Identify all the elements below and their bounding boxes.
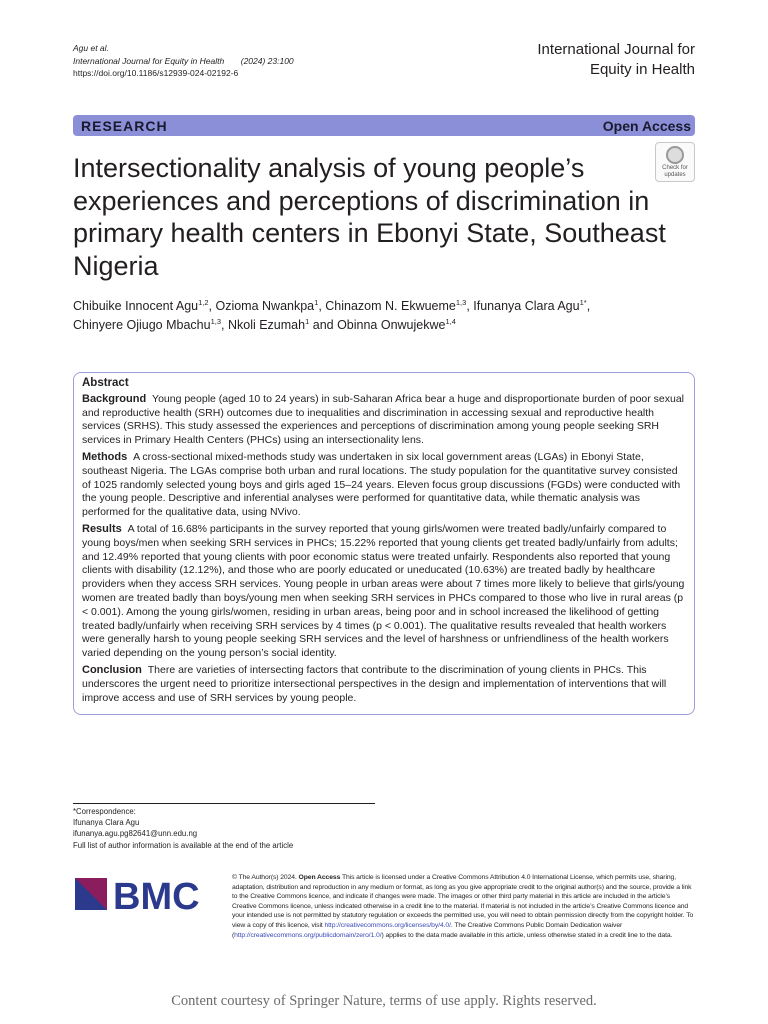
update-icon — [666, 146, 684, 164]
public-domain-link[interactable]: http://creativecommons.org/publicdomain/zero/1.0/ — [234, 931, 382, 939]
abstract-conclusion: Conclusion There are varieties of intersecting factors that contribute to the discrimination of young clients in PHCs. This underscores the urgent need to prioritize intersectional perspectives in the design and implementation of interventions that will improve access and use of SRH services by young people. — [82, 663, 667, 704]
author[interactable]: Ozioma Nwankpa$^1$ — [215, 297, 319, 313]
courtesy-footer: Content courtesy of Springer Nature, terms of use apply. Rights reserved. — [171, 993, 597, 1009]
year-volume: (2024) 23:100 — [240, 55, 294, 66]
journal-name-line2: Equity in Health — [589, 61, 695, 78]
author[interactable]: Ifunanya Clara Agu$^{1*}$ — [473, 297, 587, 313]
correspondence-note: *Correspondence: Ifunanya Clara Agu ifunanya.agu.pg82641@unn.edu.ng Full list of author information is available at the end of the article — [73, 807, 294, 850]
author[interactable]: Obinna Onwujekwe$^{1,4}$ — [337, 316, 456, 332]
check-updates-line2: updates — [664, 172, 686, 178]
author-list: Chibuike Innocent Agu$^{1,2}$, Ozioma Nwankpa$^1$, Chinazom N. Ekwueme$^{1,3}$, Ifunanya Clara Agu$^{1*}$, Chinyere Ojiugo Mbachu$^{1,3}$, Nkoli Ezumah$^1$ and Obinna Onwujekwe$^{1,4}$ — [73, 297, 591, 332]
footnote-divider — [73, 803, 375, 804]
bmc-logo-text: BMC — [113, 876, 200, 913]
author[interactable]: Chinyere Ojiugo Mbachu$^{1,3}$ — [73, 316, 222, 332]
article-meta — [73, 42, 294, 80]
bmc-logo — [75, 875, 215, 913]
journal-name-line1: International Journal for — [537, 41, 695, 58]
journal-name — [537, 40, 695, 80]
author[interactable]: Chinazom N. Ekwueme$^{1,3}$ — [325, 297, 467, 313]
journal-reference: International Journal for Equity in Health — [73, 55, 225, 66]
article-title: Intersectionality analysis of young people’s experiences and perceptions of discrimination in primary health centers in Ebonyi State, Southeast Nigeria — [73, 153, 666, 281]
correspondence-email[interactable]: ifunanya.agu.pg82641@unn.edu.ng — [73, 829, 198, 839]
check-for-updates-badge[interactable] — [655, 142, 695, 182]
author-short: Agu et al. — [73, 43, 109, 53]
abstract-background: Background Young people (aged 10 to 24 years) in sub-Saharan Africa bear a huge and disproportionate burden of poor sexual and reproductive health (SRH) outcomes due to inequalities and discrimination in accessing sexual and reproductive health services (SRHS). This study assessed the experiences and perceptions of discrimination among young people seeking SRH services in Primary Health Centers (PHCs) using an intersectionality lens. — [82, 392, 685, 447]
section-banner — [73, 115, 695, 136]
abstract-methods: Methods A cross-sectional mixed-methods study was undertaken in six local government areas (LGAs) in Ebonyi State, southeast Nigeria. The LGAs comprise both urban and rural locations. The study population for the quantitative survey consisted of 1025 randomly selected young boys and girls aged 15–24 years. Eleven focus group discussions (FGDs) were conducted with the young people. Descriptive and inferential analyses were performed for quantitative data, while thematic analysis was performed for the qualitative data, using NVivo. — [82, 450, 681, 519]
license-text: © The Author(s) 2024. Open Access This article is licensed under a Creative Commons Attribution 4.0 International License, which permits use, sharing, adaptation, distribution and reproduction in any medium or format, as long as you give appropriate credit to the original author(s) and the source, provide a link to the Creative Commons licence, and indicate if changes were made. The images or other third party material in this article are included in the article’s Creative Commons licence, unless indicated otherwise in a credit line to the material. If material is not included in the article’s Creative Commons licence and your intended use is not permitted by statutory regulation or exceeds the permitted use, you will need to obtain permission directly from the copyright holder. To view a copy of this licence, visit http://creativecommons.org/licenses/by/4.0/. The Creative Commons Public Domain Dedication waiver (http://creativecommons.org/publicdomain/zero/1.0/) applies to the data made available in this article, unless otherwise stated in a credit line to the data. — [232, 874, 694, 939]
doi-link[interactable]: https://doi.org/10.1186/s12939-024-02192-6 — [73, 68, 239, 78]
author[interactable]: Chibuike Innocent Agu$^{1,2}$ — [73, 297, 209, 313]
abstract-results: Results A total of 16.68% participants in the survey reported that young girls/women were treated badly/unfairly compared to young boys/men when seeking SRH services in PHCs; 15.22% reported that young clients get treated badly/unfairly from adults; and 12.49% reported that young clients with poor economic status were treated unfairly. Respondents also reported that young clients with disability (12.12%), and those who are poorly educated or uneducated (10.63%) are treated badly by healthcare providers when they access SRH services. Young people in urban areas were about 7 times more likely to believe that girls/young women are treated badly than boys/young men when seeking SRH services in PHCs compared to those who live in rural areas (p < 0.001). Among the young girls/women, residing in urban areas, being poor and in school increased the likelihood of getting treated badly/unfairly when receiving SRH services by 4 times (p < 0.001). The qualitative results revealed that health workers were generally harsh to young people seeking SRH services and the level of harshness or unfriendliness of the health workers varied depending on the young person’s social identity. — [82, 522, 685, 660]
author[interactable]: Nkoli Ezumah$^1$ — [227, 316, 310, 332]
check-updates-line1: Check for — [662, 165, 688, 171]
abstract-heading: Abstract — [82, 377, 129, 389]
section-label: RESEARCH — [81, 117, 168, 134]
open-access-label: Open Access — [602, 117, 691, 134]
license-link[interactable]: http://creativecommons.org/licenses/by/4.0/ — [324, 921, 451, 929]
abstract-box — [73, 372, 695, 715]
